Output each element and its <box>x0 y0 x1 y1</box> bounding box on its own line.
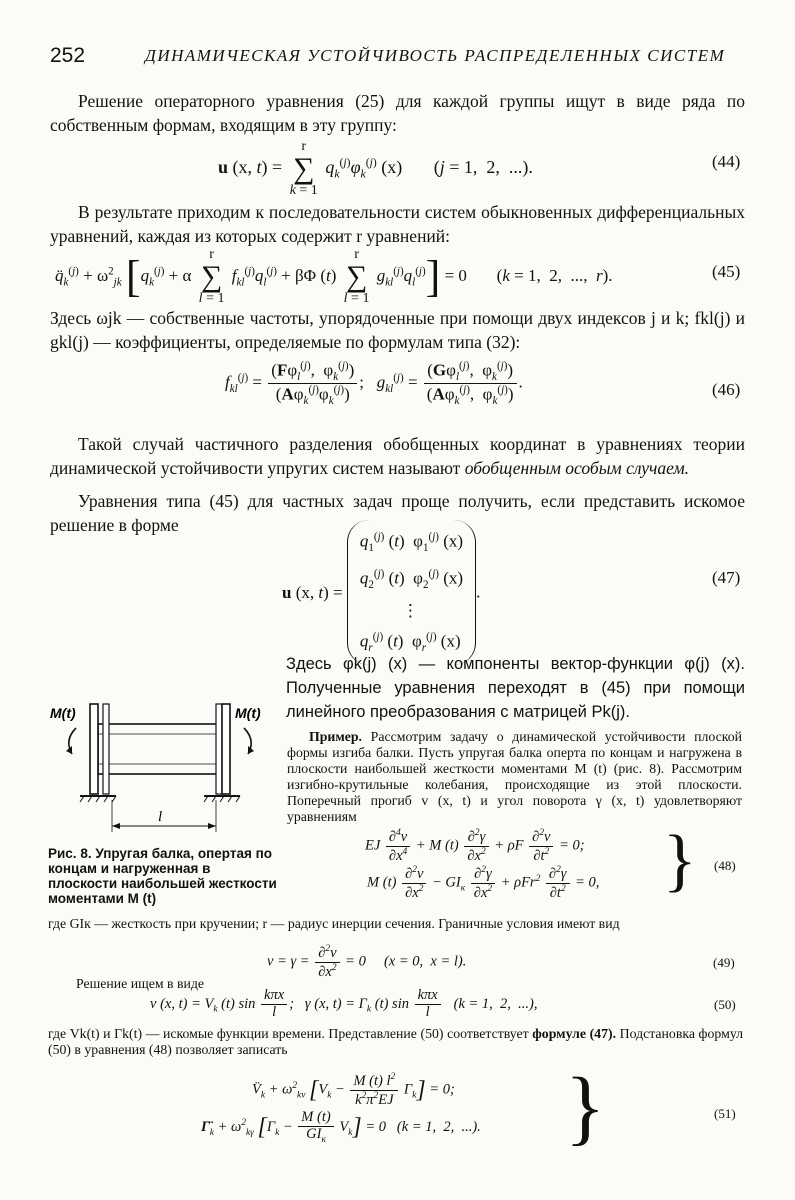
left-support-plate <box>90 704 98 794</box>
equation-number-47: (47) <box>712 568 741 587</box>
example-paragraph <box>287 729 742 825</box>
equation-number-48: (48) <box>714 858 736 873</box>
paragraph-8: Решение ищем в виде <box>76 976 205 991</box>
equation-48-line-2: M (t) $\frac{\partial^2v}{\partial x^2}$ − $GI_к$ $\frac{\partial^2\gamma}{\partial x^2}$ + ρFr$^2$ $\frac{\partial^2\gamma}{\partial t^2}$ = 0, <box>367 865 600 901</box>
equation-48-line-1: EJ $\frac{\partial^4v}{\partial x^4}$ + M (t) $\frac{\partial^2\gamma}{\partial x^2}$ + ρF $\frac{\partial^2v}{\partial t^2}$ = 0; <box>365 828 585 864</box>
paragraph-1: Решение операторного уравнения (25) для каждой группы ищут в виде ряда по собственным формам, входящим в эту группу: <box>50 91 745 135</box>
paragraph-5: Уравнения типа (45) для частных задач проще получить, если представить искомое решение в форме <box>50 491 745 535</box>
equation-46: $f_{kl}^{(j)}$ = $\frac{(F\varphi_l^{(j)}, \varphi_k^{(j)})}{(A\varphi_k^{(j)}\varphi_k^{(j)})}$ ; $g_{kl}^{(j)}$ = $\frac{(G\varphi_l^{(j)}, \varphi_k^{(j)})}{(A\varphi_k^{(j)}, \varphi_k^{(j)})}$ . <box>225 360 523 408</box>
equation-51-line-2: $\Gammä_k + \omega^2_{k\gamma}$ [$\Gamma_k$ − $\frac{M (t)}{GI_к}$ $V_k] = 0$ (k = 1, 2, ...). <box>201 1109 481 1145</box>
page-number: 252 <box>50 44 86 67</box>
paragraph-3: Здесь ωjk — собственные частоты, упорядоченные при помощи двух индексов j и k; fkl(j) и gkl(j) — коэффициенты, определяемые по формулам типа (32): <box>50 308 745 352</box>
paragraph-2: В результате приходим к последовательности систем обыкновенных дифференциальных уравнений, каждая из которых содержит r уравнений: <box>50 202 745 246</box>
equation-number-50: (50) <box>714 997 736 1012</box>
figure-caption: Рис. 8. Упругая балка, опертая по концам и нагруженная в плоскости наибольшей жесткости моментами M (t) <box>48 846 277 906</box>
equation-49: v = γ = $\frac{\partial^2v}{\partial x^2}$ = 0 (x = 0, x = l). <box>267 944 467 980</box>
paragraph-9-text-c: Подстановка формул (50) в уравнения (48) позволяет записать <box>48 1026 743 1057</box>
beam-body <box>98 724 222 774</box>
beam-figure <box>50 700 285 840</box>
equation-number-44: (44) <box>712 152 741 171</box>
example-label: Пример. <box>309 729 362 744</box>
equation-number-46: (46) <box>712 380 741 399</box>
right-support-plate <box>222 704 230 794</box>
equation-51-line-1: $V̈_k + \omega^2_{kv}$ [$V_k$ − $\frac{M (t) l^2}{k^2\pi^2EJ}$ $\Gamma_k] = 0$; <box>252 1072 455 1108</box>
paragraph-7: где GIк — жесткость при кручении; r — радиус инерции сечения. Граничные условия имеют вид <box>48 916 620 931</box>
example-text: Рассмотрим задачу о динамической устойчивости плоской формы изгиба балки. Пусть упругая балка оперта по концам и нагружена в плоскости наибольшей жесткости моментами M (t) (рис. 8). Рассмотрим изгибно-крутильные колебания, происходящие из этой плоскости. Поперечный прогиб v (x, t) и угол поворота γ (x, t) удовлетворяют уравнениям <box>287 729 743 824</box>
equation-48-brace: } <box>663 822 697 899</box>
paragraph-4-text: Такой случай частичного разделения обобщенных координат в уравнениях теории динамической устойчивости упругих систем называют <box>50 434 745 478</box>
running-title: ДИНАМИЧЕСКАЯ УСТОЙЧИВОСТЬ РАСПРЕДЕЛЕННЫХ СИСТЕМ <box>145 46 726 65</box>
paragraph-4 <box>50 432 745 480</box>
page-header <box>50 44 750 74</box>
equation-number-49: (49) <box>713 955 735 970</box>
equation-45: $q̈_k^{(j)} + \omega^2_{jk}$ [$q_k^{(j)} + \alpha$ r ∑ l = 1 $f_{kl}^{(j)}q_l^{(j)} + \beta\Phi$ (t) r ∑ l = 1 $g_{kl}^{(j)}q_l^{(j)}] = 0$ (k = 1, 2, ..., r). <box>55 247 613 306</box>
paragraph-6-text: Здесь φk(j) (x) — компоненты вектор-функции φ(j) (x). Полученные уравнения переходят в (45) при помощи линейного преобразования с матрицей Pk(j). <box>286 655 745 721</box>
equation-47: u (x, $t) = q_1^{(j)}$ (t) $\varphi_1^{(j)}$ (x) $q_2^{(j)}$ (t) $\varphi_2^{(j)}$ (x) ⋮ $q_r^{(j)}$ (t) $\varphi_r^{(j)}$ (x). <box>282 520 480 665</box>
paragraph-4-term: обобщенным особым случаем. <box>464 458 689 478</box>
equation-number-51: (51) <box>714 1106 736 1121</box>
paragraph-9-text-a: где Vk(t) и Γk(t) — искомые функции времени. Представление (50) соответствует <box>48 1026 533 1041</box>
equation-44: u (x, t) = r ∑ k = 1 $q_k^{(j)}\varphi_k^{(j)}$ (x) (j = 1, 2, ...). <box>218 139 533 198</box>
length-label: l <box>158 809 163 825</box>
equation-number-45: (45) <box>712 262 741 281</box>
moment-label-right: M(t) <box>235 705 261 721</box>
paragraph-9-ref: формуле (47). <box>532 1026 617 1041</box>
equation-50: v (x, $t) = V_k$ (t) sin $\frac{\text{kπx}}{l}$ ; γ (x, $t) = \Gamma_k$ (t) sin $\frac{\text{kπx}}{l}$ (k = 1, 2, ...), <box>150 987 538 1020</box>
paragraph-9 <box>48 1026 743 1058</box>
moment-label-left: M(t) <box>50 705 76 721</box>
equation-51-brace: } <box>565 1061 606 1154</box>
